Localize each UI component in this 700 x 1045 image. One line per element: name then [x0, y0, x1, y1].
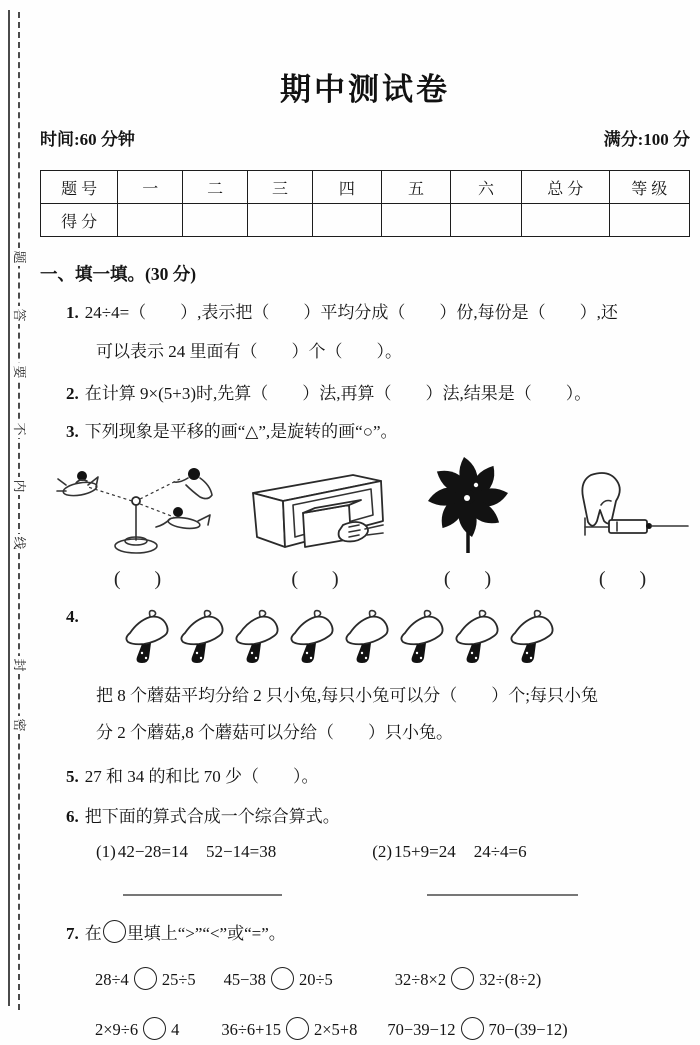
mushroom-icon	[233, 607, 280, 669]
blank-circle-icon	[461, 1017, 484, 1040]
table-header-total: 总 分	[522, 171, 610, 204]
mushroom-icon	[453, 607, 500, 669]
mushroom-row	[123, 607, 555, 669]
binding-solid-line	[8, 10, 10, 1006]
question-7-text-suffix: 里填上“>”“<”或“=”。	[126, 924, 286, 943]
question-3	[40, 419, 690, 445]
score-cell	[183, 204, 248, 237]
question-6	[40, 804, 690, 830]
question-5	[40, 764, 690, 790]
comparison-left: 45−38	[223, 970, 266, 989]
question-6-answer-lines	[40, 894, 690, 898]
test-paper	[40, 0, 690, 1045]
pinwheel-icon	[422, 451, 514, 560]
figure-blank-paren-open: (	[113, 568, 121, 590]
binding-char: 线	[10, 534, 28, 552]
figure-blank-paren-open: (	[598, 568, 606, 590]
score-cell	[450, 204, 521, 237]
table-header-grade: 等 级	[609, 171, 689, 204]
score-row-label: 得 分	[41, 204, 118, 237]
binding-char: 密	[10, 716, 28, 734]
figure-blank-paren-open: (	[291, 568, 298, 590]
question-3-text: 下列现象是平移的画“△”,是旋转的画“○”。	[84, 422, 398, 441]
binding-char: 题	[10, 248, 28, 266]
mushroom-icon	[123, 607, 170, 669]
section-one-heading: 一、填一填。(30 分)	[40, 264, 197, 284]
answer-line	[123, 894, 282, 896]
question-1-text-line1: 24÷4=（ ）,表示把（ ）平均分成（ ）份,每份是（ ）,还	[84, 303, 618, 322]
question-4-number: 4.	[66, 607, 79, 626]
q6-part1-eq1: 42−28=14	[117, 842, 189, 861]
binding-dashed-line	[18, 12, 20, 1010]
figure-blank-paren-close: )	[154, 568, 162, 590]
question-1-text-line2: 可以表示 24 里面有（ ）个（ ）。	[96, 342, 402, 361]
blank-circle-icon	[451, 967, 474, 990]
binding-char: 答	[10, 306, 28, 324]
comparison-item	[387, 1015, 567, 1045]
q6-part1-label: (1)	[96, 842, 116, 861]
comparison-item	[224, 965, 333, 995]
score-cell	[312, 204, 381, 237]
drawer-pull-icon	[245, 463, 385, 560]
question-7-text-prefix: 在	[84, 924, 102, 943]
comparison-left: 2×9÷6	[95, 1020, 139, 1039]
comparison-left: 36÷6+15	[221, 1020, 281, 1039]
figure-blank-paren-close: )	[332, 568, 339, 590]
question-1	[40, 300, 690, 326]
comparison-item	[95, 965, 196, 995]
comparison-item	[221, 1015, 357, 1045]
figure-pinwheel	[420, 451, 515, 591]
answer-line	[427, 894, 578, 896]
score-cell	[522, 204, 610, 237]
time-limit-label: 时间:60 分钟	[40, 130, 135, 149]
figure-carousel	[50, 463, 225, 591]
q6-part1-eq2: 52−14=38	[206, 842, 277, 861]
figure-syringe	[555, 463, 690, 591]
table-header-part: 一	[118, 171, 183, 204]
question-2-text: 在计算 9×(5+3)时,先算（ ）法,再算（ ）法,结果是（ ）。	[84, 384, 592, 403]
table-header-question-no: 题 号	[41, 171, 118, 204]
mushroom-icon	[508, 607, 555, 669]
score-cell	[381, 204, 450, 237]
question-7	[40, 920, 690, 947]
q6-part2-label: (2)	[372, 842, 393, 861]
question-6-number: 6.	[66, 807, 79, 826]
figure-drawer	[245, 463, 385, 591]
comparison-right: 32÷(8÷2)	[479, 970, 542, 989]
table-header-part: 二	[183, 171, 248, 204]
comparison-right: 20÷5	[298, 970, 333, 989]
table-header-part: 六	[450, 171, 521, 204]
full-score-label: 满分:100 分	[603, 130, 690, 149]
figure-blank-paren-close: )	[639, 568, 647, 590]
blank-circle-icon	[271, 967, 294, 990]
figure-blank-paren-close: )	[484, 568, 492, 590]
question-4-text-line2: 分 2 个蘑菇,8 个蘑菇可以分给（ ）只小兔。	[96, 723, 453, 742]
question-4-text-line1: 把 8 个蘑菇平均分给 2 只小兔,每只小兔可以分（ ）个;每只小兔	[96, 686, 598, 705]
question-6-text: 把下面的算式合成一个综合算式。	[84, 807, 340, 826]
blank-circle-icon	[103, 920, 126, 943]
question-4	[40, 607, 690, 669]
question-6-equations	[40, 842, 690, 862]
blank-circle-icon	[143, 1017, 166, 1040]
question-2	[40, 381, 690, 407]
mushroom-icon	[288, 607, 335, 669]
comparison-right: 2×5+8	[314, 1020, 358, 1039]
question-5-number: 5.	[66, 767, 79, 786]
q6-part2-eq2: 24÷4=6	[473, 842, 527, 861]
syringe-push-icon	[555, 463, 690, 560]
score-table	[40, 170, 690, 237]
binding-char: 不	[10, 420, 28, 438]
figure-blank-paren-open: (	[443, 568, 451, 590]
table-header-part: 五	[381, 171, 450, 204]
question-7-number: 7.	[66, 924, 79, 943]
question-5-text: 27 和 34 的和比 70 少（ ）。	[84, 767, 319, 786]
question-3-number: 3.	[66, 422, 79, 441]
binding-char: 要	[10, 363, 28, 381]
table-header-part: 三	[248, 171, 313, 204]
blank-circle-icon	[134, 967, 157, 990]
question-2-number: 2.	[66, 384, 79, 403]
table-header-part: 四	[312, 171, 381, 204]
q6-part2-eq1: 15+9=24	[394, 842, 456, 861]
comparison-left: 28÷4	[95, 970, 129, 989]
mushroom-icon	[343, 607, 390, 669]
blank-circle-icon	[286, 1017, 309, 1040]
score-cell	[248, 204, 313, 237]
question-1-number: 1.	[66, 303, 79, 322]
page-title: 期中测试卷	[280, 72, 450, 107]
mushroom-icon	[178, 607, 225, 669]
comparison-item	[395, 965, 541, 995]
mushroom-icon	[398, 607, 445, 669]
comparison-item	[95, 1015, 179, 1045]
comparison-right: 25÷5	[161, 970, 196, 989]
binding-char: 内	[10, 477, 28, 495]
question-3-figures	[40, 451, 690, 591]
comparison-left: 32÷8×2	[394, 970, 447, 989]
score-cell	[609, 204, 689, 237]
comparison-right: 70−(39−12)	[488, 1020, 568, 1039]
question-7-row-1	[40, 965, 690, 995]
carousel-plane-ride-icon	[52, 463, 224, 560]
score-cell	[118, 204, 183, 237]
comparison-left: 70−39−12	[387, 1020, 456, 1039]
question-7-row-2	[40, 1015, 690, 1045]
binding-char: 封	[10, 656, 28, 674]
comparison-right: 4	[171, 1020, 180, 1039]
